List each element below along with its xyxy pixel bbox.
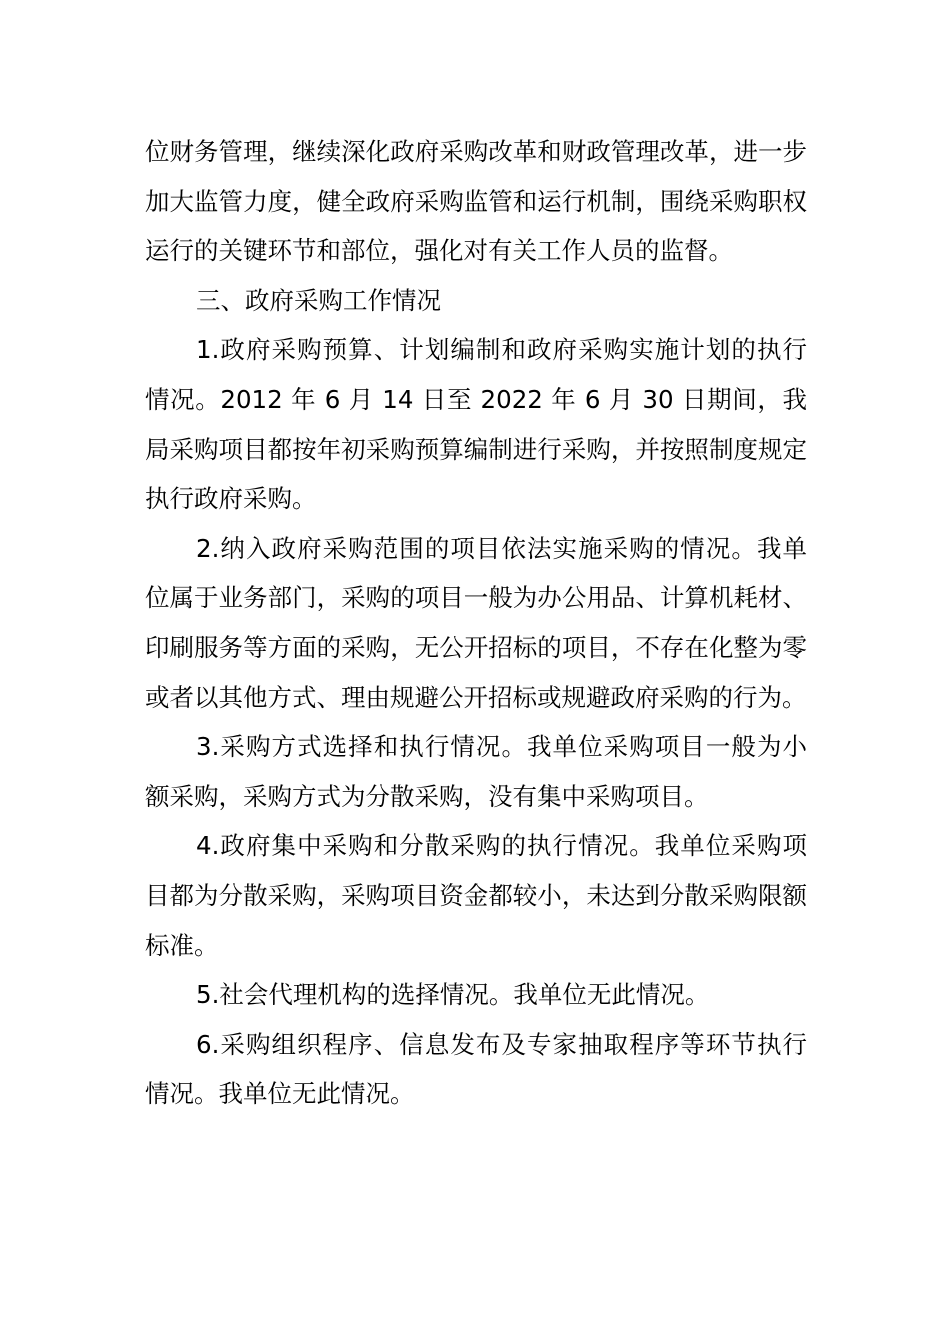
paragraph-item-2: 2.纳入政府采购范围的项目依法实施采购的情况。我单位属于业务部门，采购的项目一般为办公用品、计算机耗材、印刷服务等方面的采购，无公开招标的项目，不存在化整为零或者以其他方式、理由规避公开招标或规避政府采购的行为。 <box>145 533 807 712</box>
paragraph-continuation: 位财务管理，继续深化政府采购改革和财政管理改革，进一步加大监管力度，健全政府采购监管和运行机制，围绕采购职权运行的关键环节和部位，强化对有关工作人员的监督。 <box>145 137 807 266</box>
document-body <box>145 127 807 1119</box>
paragraph-item-3: 3.采购方式选择和执行情况。我单位采购项目一般为小额采购，采购方式为分散采购，没有集中采购项目。 <box>145 732 807 811</box>
paragraph-item-5: 5.社会代理机构的选择情况。我单位无此情况。 <box>196 980 710 1010</box>
paragraph-item-4: 4.政府集中采购和分散采购的执行情况。我单位采购项目都为分散采购，采购项目资金都较小，未达到分散采购限额标准。 <box>145 831 807 960</box>
paragraph-item-1: 1.政府采购预算、计划编制和政府采购实施计划的执行情况。2012 年 6 月 14 日至 2022 年 6 月 30 日期间，我局采购项目都按年初采购预算编制进行采购，并按照制度规定执行政府采购。 <box>145 335 807 514</box>
section-heading: 三、政府采购工作情况 <box>196 285 441 315</box>
paragraph-item-6: 6.采购组织程序、信息发布及专家抽取程序等环节执行情况。我单位无此情况。 <box>145 1029 807 1109</box>
